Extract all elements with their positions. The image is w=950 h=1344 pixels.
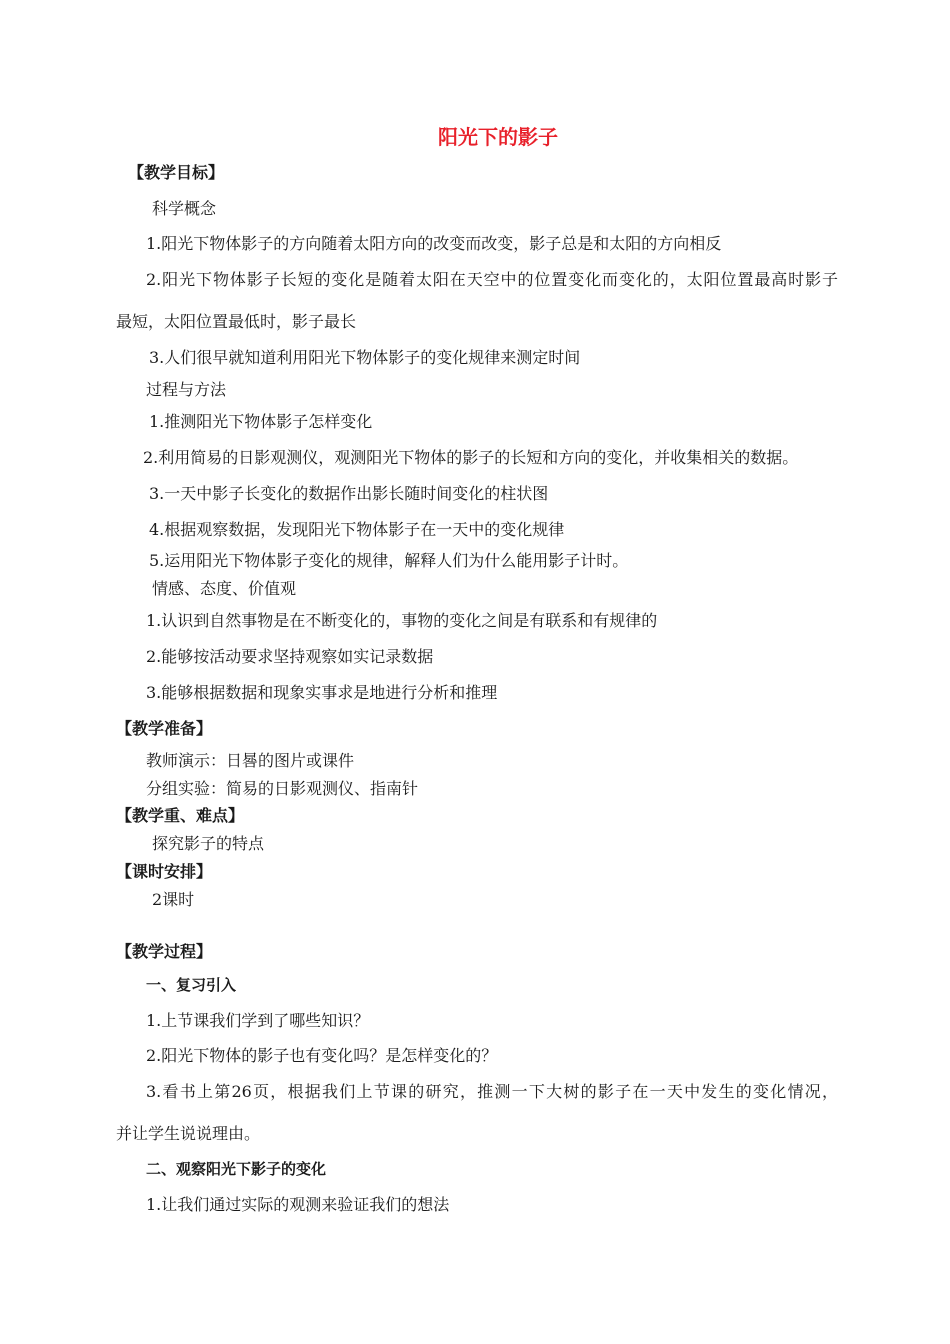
part2-title: 二、观察阳光下影子的变化 (146, 1160, 327, 1178)
process-item-3: 3.一天中影子长变化的数据作出影长随时间变化的柱状图 (149, 484, 549, 503)
document-title: 阳光下的影子 (438, 125, 558, 149)
process-method-label: 过程与方法 (146, 380, 227, 399)
part1-item-3-cont: 并让学生说说理由。 (116, 1124, 261, 1143)
focus-item-1: 探究影子的特点 (152, 834, 265, 853)
attitude-item-3: 3.能够根据数据和现象实事求是地进行分析和推理 (146, 683, 498, 702)
part2-item-1: 1.让我们通过实际的观测来验证我们的想法 (146, 1195, 450, 1214)
preparation-item-2: 分组实验：简易的日影观测仪、指南针 (146, 779, 419, 798)
process-item-1: 1.推测阳光下物体影子怎样变化 (149, 412, 373, 431)
attitude-item-2: 2.能够按活动要求坚持观察如实记录数据 (146, 647, 434, 666)
attitude-item-1: 1.认识到自然事物是在不断变化的，事物的变化之间是有联系和有规律的 (146, 611, 658, 630)
schedule-item-1: 2课时 (152, 890, 195, 909)
process-item-4: 4.根据观察数据，发现阳光下物体影子在一天中的变化规律 (149, 520, 565, 539)
process-heading: 【教学过程】 (116, 942, 213, 961)
science-item-1: 1.阳光下物体影子的方向随着太阳方向的改变而改变，影子总是和太阳的方向相反 (146, 234, 722, 253)
part1-item-3: 3.看书上第26页，根据我们上节课的研究，推测一下大树的影子在一天中发生的变化情况， (146, 1082, 838, 1101)
process-item-5: 5.运用阳光下物体影子变化的规律，解释人们为什么能用影子计时。 (149, 551, 629, 570)
part1-title: 一、复习引入 (146, 976, 237, 994)
schedule-heading: 【课时安排】 (116, 862, 213, 881)
part1-item-2: 2.阳光下物体的影子也有变化吗？是怎样变化的？ (146, 1046, 498, 1065)
objectives-heading: 【教学目标】 (128, 163, 225, 182)
process-item-2: 2.利用简易的日影观测仪，观测阳光下物体的影子的长短和方向的变化，并收集相关的数据。 (143, 448, 799, 467)
focus-heading: 【教学重、难点】 (116, 806, 245, 825)
attitude-label: 情感、态度、价值观 (152, 579, 297, 598)
science-item-2: 2.阳光下物体影子长短的变化是随着太阳在天空中的位置变化而变化的，太阳位置最高时影子 (146, 270, 838, 289)
preparation-item-1: 教师演示：日晷的图片或课件 (146, 751, 355, 770)
preparation-heading: 【教学准备】 (116, 719, 213, 738)
science-item-3: 3.人们很早就知道利用阳光下物体影子的变化规律来测定时间 (149, 348, 581, 367)
science-concept-label: 科学概念 (152, 199, 217, 218)
science-item-2-cont: 最短，太阳位置最低时，影子最长 (116, 312, 357, 331)
part1-item-1: 1.上节课我们学到了哪些知识？ (146, 1011, 370, 1030)
